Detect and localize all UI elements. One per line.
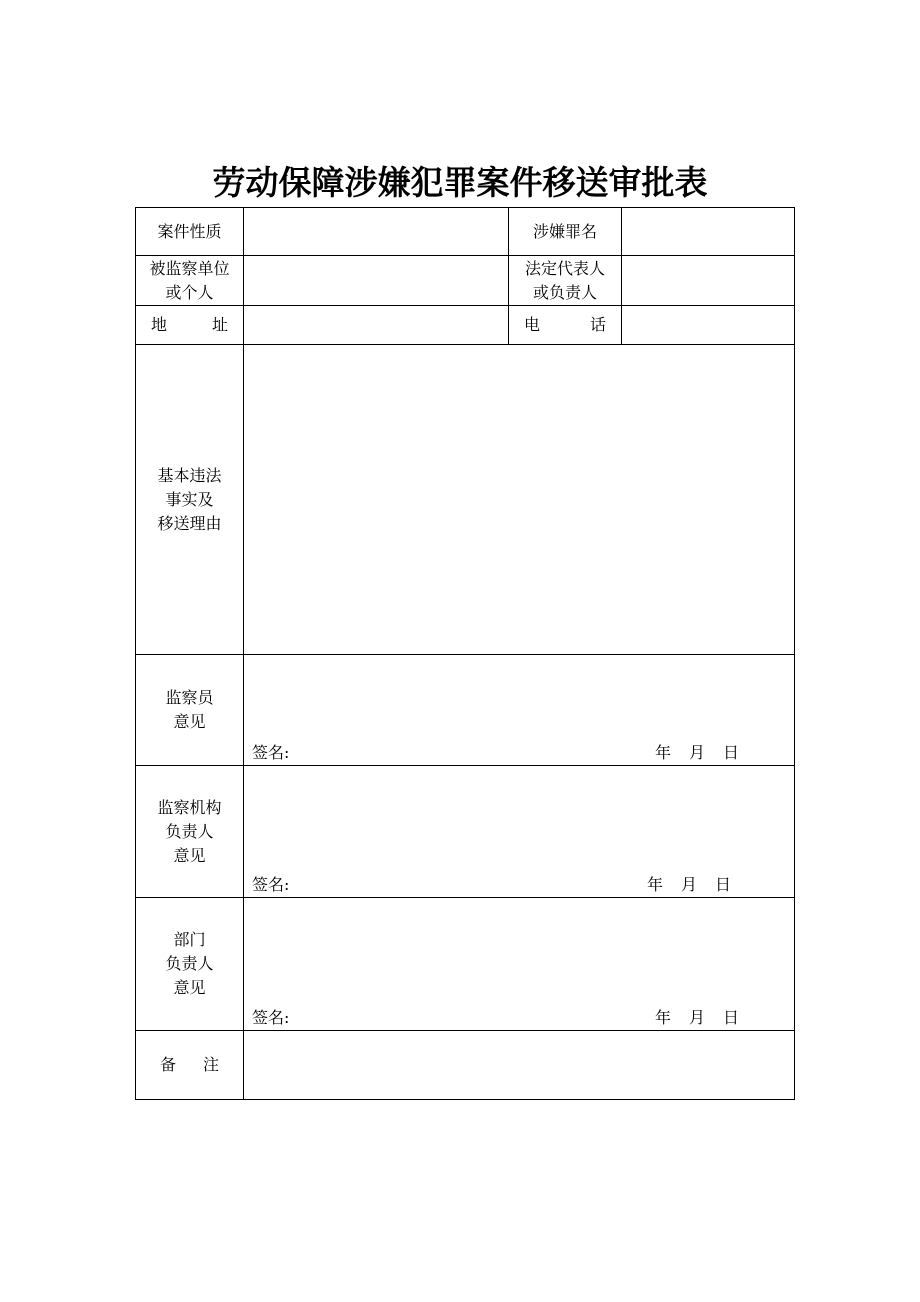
row-case-nature bbox=[136, 208, 795, 256]
row-agency-head-opinion bbox=[136, 766, 795, 898]
row-inspector-opinion bbox=[136, 655, 795, 766]
row-facts bbox=[136, 345, 795, 655]
agency-head-label-line2: 负责人 bbox=[165, 821, 214, 841]
remarks-field[interactable] bbox=[244, 1031, 795, 1100]
inspector-sign-label: 签名: bbox=[252, 743, 290, 762]
agency-head-label-line3: 意见 bbox=[173, 845, 206, 865]
legal-rep-field[interactable] bbox=[622, 256, 795, 306]
legal-rep-label-line2: 或负责人 bbox=[532, 282, 597, 302]
remarks-label bbox=[136, 1031, 244, 1100]
address-label-char2: 址 bbox=[211, 315, 228, 334]
inspector-year-label: 年 bbox=[655, 743, 672, 762]
dept-head-opinion-label bbox=[136, 898, 244, 1031]
address-field[interactable] bbox=[244, 306, 509, 345]
agency-head-opinion-field[interactable] bbox=[244, 766, 795, 898]
dept-head-label-line2: 负责人 bbox=[165, 954, 214, 973]
dept-head-label-line3: 意见 bbox=[173, 978, 206, 997]
dept-head-label-line1: 部门 bbox=[173, 930, 206, 949]
inspector-opinion-label bbox=[136, 655, 244, 766]
facts-field[interactable] bbox=[244, 345, 795, 655]
agency-head-date bbox=[647, 873, 731, 897]
phone-label bbox=[509, 306, 622, 345]
agency-head-opinion-label bbox=[136, 766, 244, 898]
row-dept-head-opinion bbox=[136, 898, 795, 1031]
remarks-label-char2: 注 bbox=[202, 1055, 219, 1074]
row-remarks bbox=[136, 1031, 795, 1100]
phone-label-char2: 话 bbox=[589, 315, 606, 334]
dept-head-day-label: 日 bbox=[723, 1008, 740, 1027]
facts-label-line2: 事实及 bbox=[165, 489, 214, 509]
legal-rep-label-line1: 法定代表人 bbox=[524, 258, 605, 278]
legal-rep-label bbox=[509, 256, 622, 306]
inspector-date bbox=[655, 741, 739, 765]
supervised-party-label-line2: 或个人 bbox=[165, 282, 214, 302]
remarks-label-char1: 备 bbox=[160, 1055, 177, 1074]
supervised-party-label-line1: 被监察单位 bbox=[149, 258, 230, 278]
inspector-opinion-field[interactable] bbox=[244, 655, 795, 766]
agency-head-year-label: 年 bbox=[647, 875, 664, 894]
crime-name-label: 涉嫌罪名 bbox=[509, 208, 622, 256]
dept-head-date bbox=[655, 1006, 739, 1030]
approval-form-table bbox=[135, 207, 795, 1100]
supervised-party-field[interactable] bbox=[244, 256, 509, 306]
address-label-char1: 地 bbox=[151, 315, 168, 334]
phone-field[interactable] bbox=[622, 306, 795, 345]
agency-head-label-line1: 监察机构 bbox=[157, 797, 222, 817]
row-address bbox=[136, 306, 795, 345]
case-nature-field[interactable] bbox=[244, 208, 509, 256]
inspector-month-label: 月 bbox=[689, 743, 706, 762]
inspector-opinion-label-line1: 监察员 bbox=[165, 688, 214, 707]
inspector-opinion-label-line2: 意见 bbox=[173, 712, 206, 731]
dept-head-sign-label: 签名: bbox=[252, 1008, 290, 1027]
row-supervised-party bbox=[136, 256, 795, 306]
crime-name-field[interactable] bbox=[622, 208, 795, 256]
facts-label bbox=[136, 345, 244, 655]
supervised-party-label bbox=[136, 256, 244, 306]
phone-label-char1: 电 bbox=[524, 315, 541, 334]
form-title: 劳动保障涉嫌犯罪案件移送审批表 bbox=[212, 163, 708, 202]
agency-head-month-label: 月 bbox=[681, 875, 698, 894]
agency-head-sign-label: 签名: bbox=[252, 875, 290, 894]
case-nature-label: 案件性质 bbox=[136, 208, 244, 256]
facts-label-line3: 移送理由 bbox=[157, 513, 222, 533]
agency-head-day-label: 日 bbox=[715, 875, 732, 894]
dept-head-opinion-field[interactable] bbox=[244, 898, 795, 1031]
address-label bbox=[136, 306, 244, 345]
dept-head-year-label: 年 bbox=[655, 1008, 672, 1027]
inspector-day-label: 日 bbox=[723, 743, 740, 762]
dept-head-month-label: 月 bbox=[689, 1008, 706, 1027]
facts-label-line1: 基本违法 bbox=[157, 465, 222, 485]
